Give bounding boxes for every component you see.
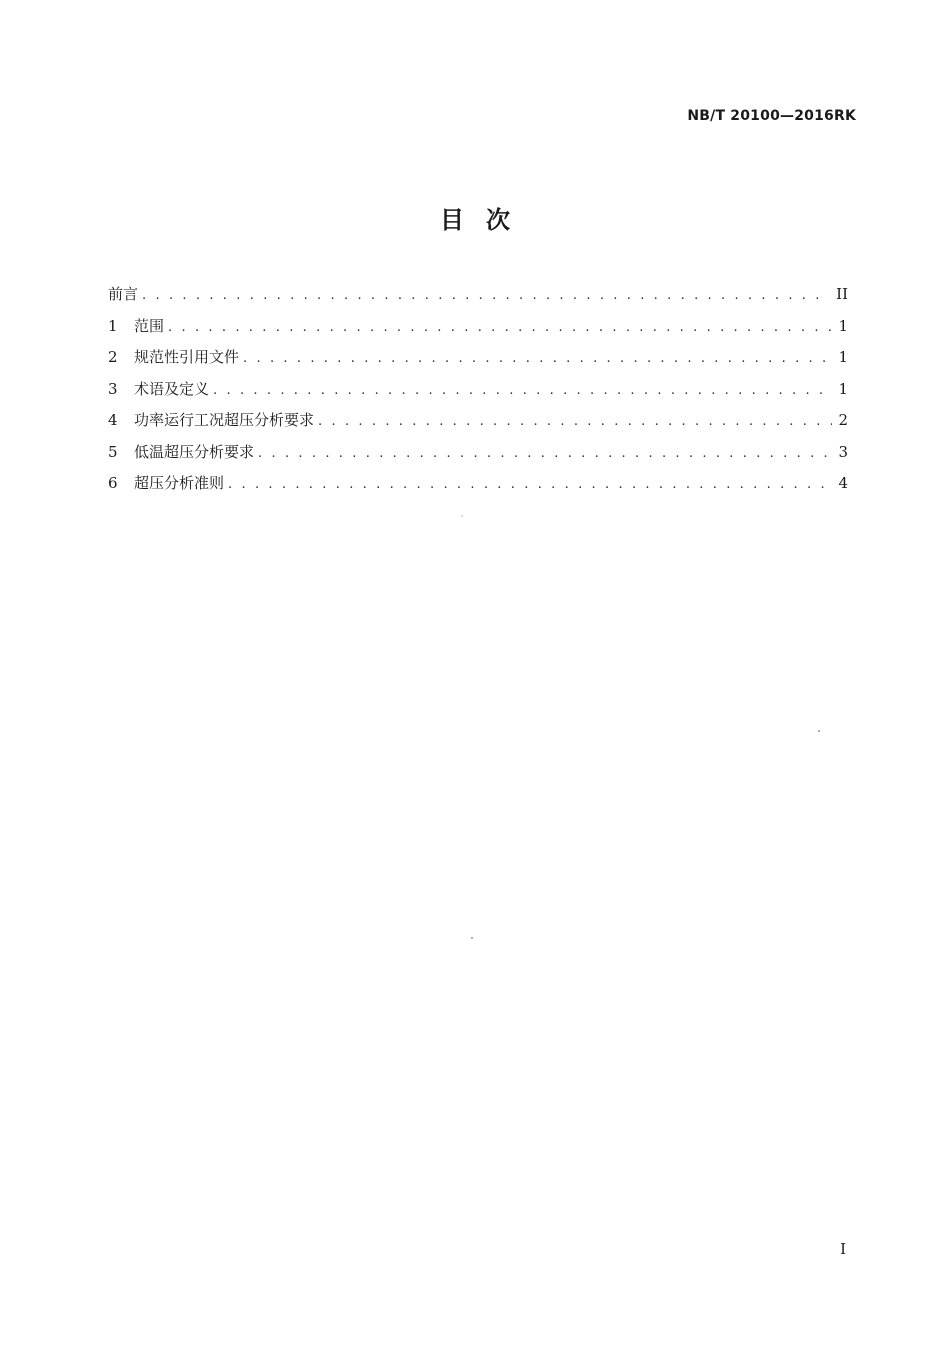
scan-speck [471, 937, 473, 939]
toc-entry-label: 低温超压分析要求 [134, 442, 255, 461]
toc-entry-label: 超压分析准则 [134, 474, 225, 492]
toc-entry-label: 术语及定义 [134, 379, 210, 398]
document-code: NB/T 20100—2016RK [687, 108, 856, 124]
toc-entry-label: 功率运行工况超压分析要求 [134, 411, 315, 429]
toc-dot-leader [168, 315, 832, 341]
toc-entry-page: 1 [838, 316, 848, 335]
toc-entry-normative-references[interactable] [108, 344, 848, 376]
toc-entry-number: 6 [108, 474, 118, 492]
toc-entry-number: 1 [108, 316, 118, 335]
toc-entry-label: 前言 [108, 285, 139, 303]
toc-entry-number: 5 [108, 442, 118, 461]
toc-dot-leader [243, 346, 832, 372]
toc-entry-page: 1 [838, 379, 848, 398]
toc-entry-scope[interactable] [108, 313, 848, 345]
toc-entry-number: 4 [108, 411, 118, 429]
toc-entry-number: 2 [108, 348, 118, 366]
scan-speck [818, 730, 820, 732]
toc-entry-number: 3 [108, 379, 118, 398]
toc-entry-page: 1 [838, 348, 848, 366]
toc-entry-terms-definitions[interactable] [108, 376, 848, 408]
page-title: 目次 [440, 206, 532, 234]
toc-dot-leader [228, 472, 832, 498]
toc-dot-leader [142, 283, 830, 309]
toc-entry-low-temperature[interactable] [108, 439, 848, 471]
toc-entry-label: 规范性引用文件 [134, 348, 240, 366]
toc-entry-page: II [836, 285, 848, 303]
page-number: I [840, 1240, 846, 1258]
toc-entry-page: 4 [838, 474, 848, 492]
toc-entry-analysis-criteria[interactable] [108, 470, 848, 502]
toc-entry-label: 范围 [134, 316, 165, 335]
scan-speck [461, 515, 463, 517]
toc-entry-page: 3 [838, 442, 848, 461]
toc-entry-page: 2 [838, 411, 848, 429]
toc-dot-leader [213, 378, 832, 404]
table-of-contents [108, 281, 848, 502]
toc-entry-foreword[interactable] [108, 281, 848, 313]
toc-dot-leader [258, 441, 832, 467]
toc-entry-power-operation[interactable] [108, 407, 848, 439]
toc-dot-leader [318, 409, 832, 435]
